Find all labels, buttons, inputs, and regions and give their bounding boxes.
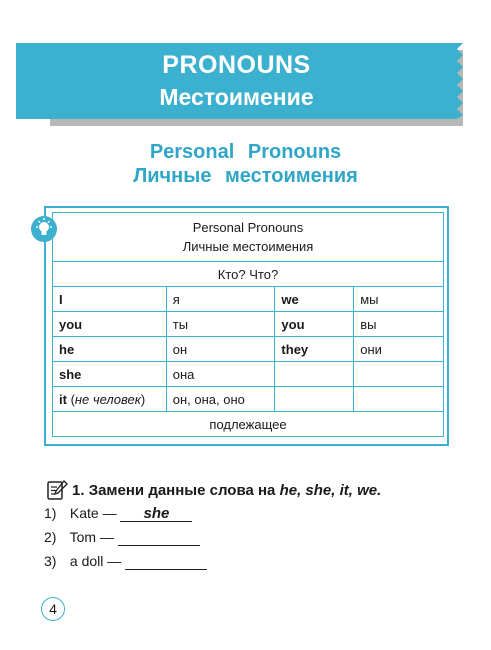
item-number: 1) — [44, 505, 57, 521]
section-heading-en: Personal Pronouns — [149, 141, 342, 163]
item-text: Tom — — [69, 529, 114, 545]
table-row — [53, 337, 444, 362]
exercise-words: he, she, it, we. — [279, 482, 382, 499]
empty-cell — [354, 387, 444, 412]
pronoun-ru: я — [166, 287, 275, 312]
pronoun-ru: ты — [166, 312, 275, 337]
pronouns-table — [52, 212, 444, 437]
pronoun-ru: они — [354, 337, 444, 362]
item-number: 2) — [44, 529, 57, 545]
pronoun-en: we — [275, 287, 354, 312]
table-row — [53, 362, 444, 387]
answer-text: she — [143, 505, 170, 522]
pencil-notebook-icon — [46, 479, 68, 501]
pronoun-en: she — [53, 362, 167, 387]
exercise-item — [44, 552, 207, 570]
exercise-title — [72, 481, 381, 501]
answer-blank[interactable] — [118, 528, 200, 546]
pronoun-en: you — [53, 312, 167, 337]
pronoun-it: it — [59, 391, 67, 407]
pronoun-ru: он, она, оно — [166, 387, 275, 412]
pronoun-ru: мы — [354, 287, 444, 312]
pronoun-ru: вы — [354, 312, 444, 337]
exercise-item — [44, 528, 200, 546]
empty-cell — [275, 387, 354, 412]
item-text: Kate — — [69, 505, 117, 521]
pronoun-en: I — [53, 287, 167, 312]
it-note-close: ) — [140, 391, 146, 407]
table-footer: подлежащее — [53, 412, 444, 437]
page-subtitle: Местоимение — [159, 84, 314, 110]
item-number: 3) — [44, 553, 57, 569]
table-row — [53, 312, 444, 337]
pronoun-ru: она — [166, 362, 275, 387]
table-header — [53, 213, 444, 262]
pronoun-ru — [354, 362, 444, 387]
it-note-open: ( — [66, 391, 75, 407]
table-question: Кто? Что? — [53, 262, 444, 287]
page-number: 4 — [41, 597, 65, 621]
exercise-instruction: Замени данные слова на — [88, 482, 276, 499]
it-note: не человек — [74, 391, 141, 407]
table-row — [53, 287, 444, 312]
pronoun-en: they — [275, 337, 354, 362]
pronoun-it-cell — [53, 387, 167, 412]
section-heading-ru: Личные местоимения — [133, 165, 358, 187]
pronoun-en — [275, 362, 354, 387]
table-header-en: Personal Pronouns — [192, 220, 304, 235]
answer-blank[interactable] — [120, 504, 192, 522]
item-text: a doll — — [69, 553, 122, 569]
table-row — [53, 387, 444, 412]
exercise-number: 1. — [72, 482, 85, 499]
pronoun-en: you — [275, 312, 354, 337]
answer-blank[interactable] — [125, 552, 207, 570]
exercise-item — [44, 504, 192, 522]
table-header-ru: Личные местоимения — [182, 239, 314, 254]
pronoun-ru: он — [166, 337, 275, 362]
page-title: PRONOUNS — [162, 51, 311, 79]
pronoun-en: he — [53, 337, 167, 362]
